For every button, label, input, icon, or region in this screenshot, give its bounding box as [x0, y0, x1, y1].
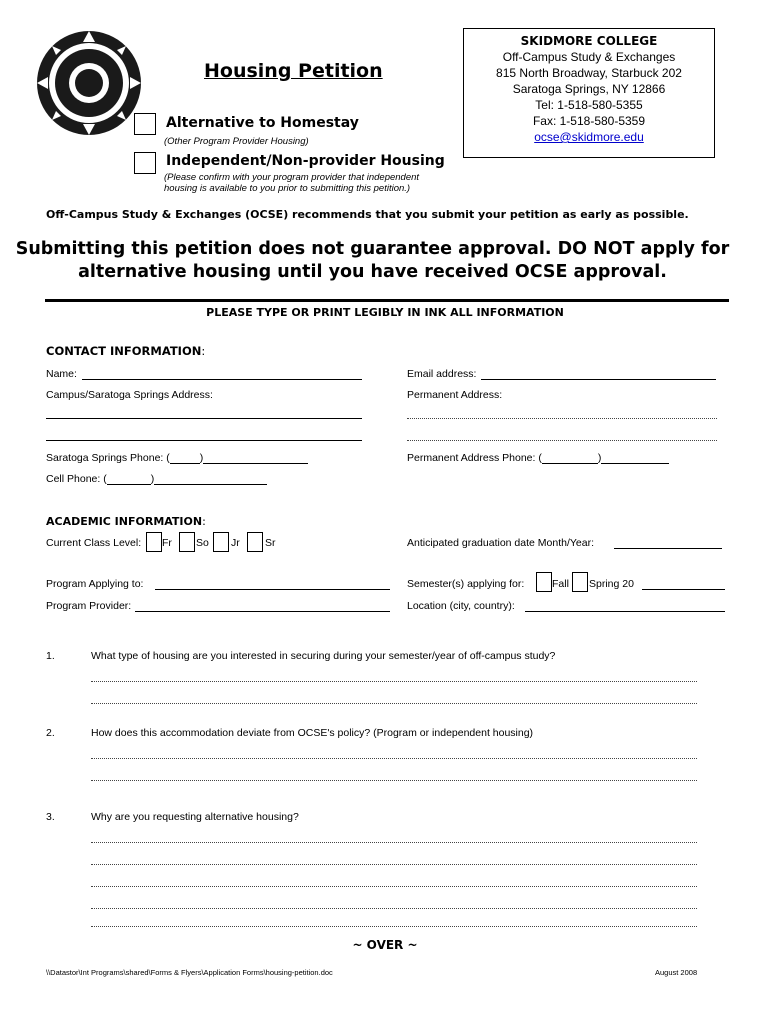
- over-indicator: ~ OVER ~: [352, 938, 418, 952]
- page-title: Housing Petition: [204, 60, 383, 82]
- saratoga-phone-text: Saratoga Springs Phone: (: [46, 452, 170, 464]
- answer-3-line-2[interactable]: [91, 852, 697, 865]
- office-address-line-2: Saratoga Springs, NY 12866: [512, 82, 666, 96]
- contact-heading-colon: :: [201, 344, 206, 358]
- location-label: Location (city, country):: [407, 600, 515, 612]
- provider-label: Program Provider:: [46, 600, 132, 612]
- permanent-phone-text: Permanent Address Phone: (: [407, 452, 542, 464]
- permanent-area-code-input[interactable]: [542, 453, 598, 464]
- heavy-divider: [45, 299, 729, 302]
- alternative-homestay-checkbox[interactable]: [134, 113, 156, 135]
- name-input[interactable]: [82, 367, 362, 380]
- grad-date-label: Anticipated graduation date Month/Year:: [407, 537, 594, 549]
- answer-3-line-5[interactable]: [91, 914, 697, 927]
- class-fr-label: Fr: [162, 537, 172, 549]
- contact-heading-text: CONTACT INFORMATION: [46, 344, 202, 358]
- independent-housing-checkbox[interactable]: [134, 152, 156, 174]
- spring-label: Spring 20: [589, 578, 634, 590]
- file-path: \\Datastor\Int Programs\shared\Forms & Flyers\Application Forms\housing-petition.doc: [46, 968, 333, 977]
- permanent-address-input-2[interactable]: [407, 428, 717, 441]
- office-address-line-1: 815 North Broadway, Starbuck 202: [496, 66, 682, 80]
- saratoga-phone-label: [46, 452, 308, 464]
- cell-phone-text: Cell Phone: (: [46, 473, 107, 485]
- semesters-label: Semester(s) applying for:: [407, 578, 525, 590]
- provider-input[interactable]: [135, 599, 390, 612]
- question-3-number: 3.: [46, 811, 55, 823]
- permanent-phone-paren: ): [597, 452, 602, 464]
- question-2-text: How does this accommodation deviate from OCSE's policy? (Program or independent housing): [91, 727, 534, 739]
- spring-checkbox[interactable]: [572, 572, 588, 592]
- program-applying-label: Program Applying to:: [46, 578, 144, 590]
- saratoga-phone-paren: ): [199, 452, 204, 464]
- name-label: Name:: [46, 368, 77, 380]
- question-2-number: 2.: [46, 727, 55, 739]
- independent-housing-note-2: housing is available to you prior to submitting this petition.): [164, 183, 411, 194]
- college-logo: [34, 28, 144, 138]
- fall-checkbox[interactable]: [536, 572, 552, 592]
- academic-heading-text: ACADEMIC INFORMATION: [46, 515, 203, 528]
- fall-label: Fall: [552, 578, 569, 590]
- cell-phone-input[interactable]: [154, 474, 267, 485]
- college-name: SKIDMORE COLLEGE: [520, 34, 658, 48]
- question-1-number: 1.: [46, 650, 55, 662]
- saratoga-phone-input[interactable]: [203, 453, 308, 464]
- class-so-label: So: [196, 537, 209, 549]
- cell-phone-label: [46, 473, 267, 485]
- contact-heading: [46, 344, 205, 358]
- answer-3-line-4[interactable]: [91, 896, 697, 909]
- class-level-label: Current Class Level:: [46, 537, 142, 549]
- location-input[interactable]: [525, 599, 725, 612]
- class-fr-checkbox[interactable]: [146, 532, 162, 552]
- office-tel: Tel: 1-518-580-5355: [535, 98, 643, 112]
- warning-line-2: alternative housing until you have received OCSE approval.: [78, 262, 667, 282]
- campus-address-label: Campus/Saratoga Springs Address:: [46, 389, 213, 401]
- academic-heading: [46, 515, 206, 528]
- print-notice: PLEASE TYPE OR PRINT LEGIBLY IN INK ALL INFORMATION: [206, 306, 564, 319]
- campus-address-input-2[interactable]: [46, 428, 362, 441]
- grad-date-input[interactable]: [614, 536, 722, 549]
- class-sr-label: Sr: [265, 537, 276, 549]
- warning-line-1: Submitting this petition does not guarantee approval. DO NOT apply for: [15, 239, 730, 259]
- saratoga-area-code-input[interactable]: [170, 453, 200, 464]
- office-address-box: [463, 28, 715, 158]
- permanent-address-input-1[interactable]: [407, 406, 717, 419]
- office-fax: Fax: 1-518-580-5359: [532, 114, 646, 128]
- compass-icon: [34, 28, 144, 138]
- alternative-homestay-label: Alternative to Homestay: [166, 115, 359, 131]
- class-jr-label: Jr: [231, 537, 240, 549]
- alternative-homestay-note: (Other Program Provider Housing): [164, 136, 309, 147]
- campus-address-input-1[interactable]: [46, 406, 362, 419]
- cell-area-code-input[interactable]: [107, 474, 151, 485]
- question-3-text: Why are you requesting alternative housing?: [91, 811, 299, 823]
- class-jr-checkbox[interactable]: [213, 532, 229, 552]
- recommend-notice: Off-Campus Study & Exchanges (OCSE) recommends that you submit your petition as early as possible.: [46, 208, 689, 221]
- office-email-link[interactable]: ocse@skidmore.edu: [534, 130, 644, 144]
- permanent-address-label: Permanent Address:: [407, 389, 503, 401]
- academic-heading-colon: :: [202, 515, 206, 528]
- email-input[interactable]: [481, 367, 716, 380]
- answer-2-line-2[interactable]: [91, 768, 697, 781]
- class-so-checkbox[interactable]: [179, 532, 195, 552]
- spring-year-input[interactable]: [642, 577, 725, 590]
- question-1-text: What type of housing are you interested in securing during your semester/year of off-campus study?: [91, 650, 556, 662]
- program-applying-input[interactable]: [155, 577, 390, 590]
- independent-housing-note-1: (Please confirm with your program provider that independent: [164, 172, 420, 183]
- permanent-phone-input[interactable]: [601, 453, 669, 464]
- office-dept: Off-Campus Study & Exchanges: [502, 50, 676, 64]
- answer-3-line-3[interactable]: [91, 874, 697, 887]
- independent-housing-label: Independent/Non-provider Housing: [166, 153, 445, 169]
- answer-1-line-2[interactable]: [91, 691, 697, 704]
- answer-3-line-1[interactable]: [91, 830, 697, 843]
- answer-1-line-1[interactable]: [91, 669, 697, 682]
- cell-phone-paren: ): [150, 473, 155, 485]
- revision-date: August 2008: [655, 968, 698, 977]
- email-label: Email address:: [407, 368, 477, 380]
- permanent-phone-label: [407, 452, 669, 464]
- answer-2-line-1[interactable]: [91, 746, 697, 759]
- class-sr-checkbox[interactable]: [247, 532, 263, 552]
